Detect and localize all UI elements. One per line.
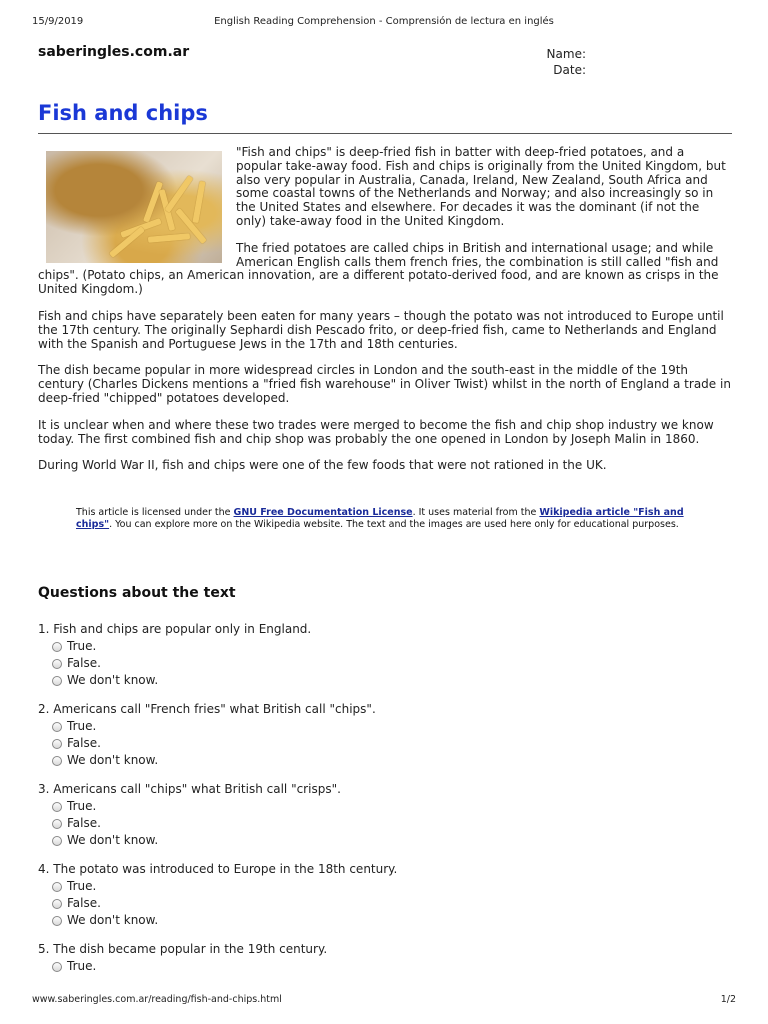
option-label: True. [67,639,97,653]
license-prefix: This article is licensed under the [76,507,234,518]
option-dont-know[interactable] [38,752,732,769]
option-true[interactable] [38,718,732,735]
question-3 [38,781,732,849]
article-paragraph-2: The fried potatoes are called chips in British and international usage; and while American English calls them french fries, the combination is still called "fish and chips". (Potato chips, an American innovation, are a different potato-derived food, and are known as crisps in the United Kingdom.) [38,240,719,297]
article-title: Fish and chips [38,101,208,125]
article-paragraph-3: Fish and chips have separately been eaten for many years – though the potato was not introduced to Europe until the 17th century. The originally Sephardi dish Pescado frito, or deep-fried fish, came to Netherlands and England with the Spanish and Portuguese Jews in the 17th and 18th centuries. [38,308,724,351]
radio-button[interactable] [52,722,62,732]
option-label: True. [67,879,97,893]
name-date-fields [540,46,586,78]
article-body [38,146,732,486]
option-label: True. [67,799,97,813]
questions-list [38,621,732,987]
radio-button[interactable] [52,756,62,766]
radio-button[interactable] [52,882,62,892]
radio-button[interactable] [52,739,62,749]
date-label: Date: [553,63,586,77]
title-divider [38,133,732,134]
question-text: 2. Americans call "French fries" what British call "chips". [38,702,376,716]
license-middle: . It uses material from the [412,507,540,518]
radio-button[interactable] [52,802,62,812]
option-dont-know[interactable] [38,912,732,929]
option-dont-know[interactable] [38,832,732,849]
license-suffix: . You can explore more on the Wikipedia website. The text and the images are used here only for educational purposes. [109,519,679,530]
option-label: We don't know. [67,913,159,927]
radio-button[interactable] [52,819,62,829]
question-text: 5. The dish became popular in the 19th century. [38,942,328,956]
option-false[interactable] [38,815,732,832]
question-1 [38,621,732,689]
radio-button[interactable] [52,962,62,972]
option-label: True. [67,719,97,733]
option-label: We don't know. [67,753,159,767]
option-label: False. [67,736,101,750]
option-dont-know[interactable] [38,672,732,689]
article-paragraph-6: During World War II, fish and chips were one of the few foods that were not rationed in the UK. [38,458,607,473]
radio-button[interactable] [52,659,62,669]
radio-button[interactable] [52,642,62,652]
question-5 [38,941,732,975]
article-paragraph-1: "Fish and chips" is deep-fried fish in batter with deep-fried potatoes, and a popular take-away food. Fish and chips is originally from the United Kingdom, but also very popular in Australia, Canada, Ireland, New Zealand, South Africa and some coastal towns of the Netherlands and Norway; and also increasingly so in the United States and elsewhere. For decades it was the dominant (if not the only) take-away food in the United Kingdom. [236,145,726,228]
radio-button[interactable] [52,899,62,909]
site-logo[interactable]: saberingles.com.ar [38,44,190,60]
option-false[interactable] [38,895,732,912]
question-text: 3. Americans call "chips" what British call "crisps". [38,782,341,796]
article-paragraph-4: The dish became popular in more widespread circles in London and the south-east in the middle of the 19th century (Charles Dickens mentions a "fried fish warehouse" in Oliver Twist) whilst in the north of England a trade in deep-fried "chipped" potatoes developed. [38,363,731,405]
page-number: 1/2 [720,994,736,1005]
question-2 [38,701,732,769]
name-label: Name: [546,47,586,61]
radio-button[interactable] [52,916,62,926]
license-notice [76,507,716,531]
wikipedia-link[interactable]: Wikipedia article "Fish and chips" [76,507,684,530]
fish-and-chips-photo [46,151,222,263]
option-false[interactable] [38,655,732,672]
option-true[interactable] [38,798,732,815]
question-text: 4. The potato was introduced to Europe in the 18th century. [38,862,398,876]
footer-url: www.saberingles.com.ar/reading/fish-and-chips.html [32,994,282,1005]
option-label: We don't know. [67,673,159,687]
questions-heading: Questions about the text [38,585,236,601]
option-label: False. [67,816,101,830]
radio-button[interactable] [52,836,62,846]
option-true[interactable] [38,958,732,975]
radio-button[interactable] [52,676,62,686]
article-paragraph-5: It is unclear when and where these two trades were merged to become the fish and chip shop industry we know today. The first combined fish and chip shop was probably the one opened in London by Joseph Malin in 1860. [38,417,714,446]
option-true[interactable] [38,638,732,655]
option-label: False. [67,656,101,670]
gfdl-link[interactable]: GNU Free Documentation License [233,507,413,518]
print-date: 15/9/2019 [32,16,84,27]
question-text: 1. Fish and chips are popular only in England. [38,622,312,636]
option-false[interactable] [38,735,732,752]
option-label: We don't know. [67,833,159,847]
option-label: True. [67,959,97,973]
question-4 [38,861,732,929]
option-true[interactable] [38,878,732,895]
option-label: False. [67,896,101,910]
print-header [32,16,736,32]
print-title: English Reading Comprehension - Comprensión de lectura en inglés [214,16,554,27]
